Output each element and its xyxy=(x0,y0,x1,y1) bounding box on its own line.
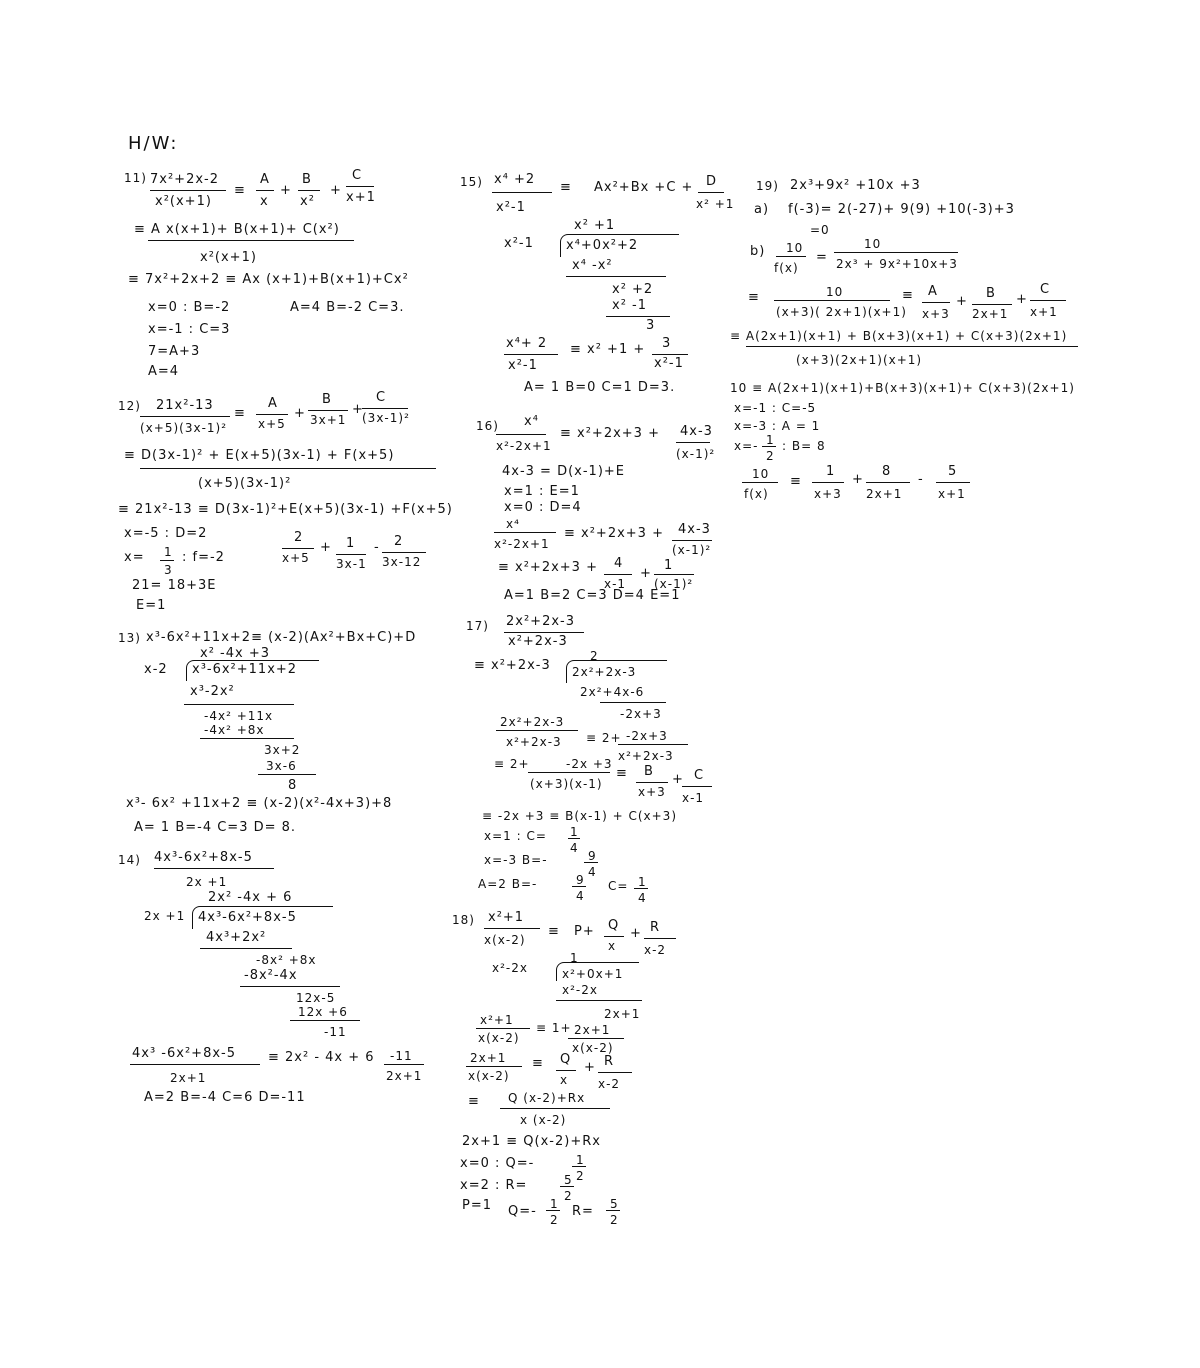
fraction-denominator: x+3 xyxy=(814,487,842,501)
fraction-numerator: C xyxy=(376,390,387,405)
expression-line: ≡ x²+2x+3 + xyxy=(498,560,598,575)
expression-line: x=-5 : D=2 xyxy=(124,526,208,541)
fraction-numerator: A xyxy=(260,172,270,187)
fraction-numerator: R xyxy=(650,920,661,935)
expression-line: x³- 6x² +11x+2 ≡ (x-2)(x²-4x+3)+8 xyxy=(126,796,393,811)
division-step: -8x²-4x xyxy=(244,968,298,983)
equiv-sign: ≡ xyxy=(790,474,802,489)
expression-line: =0 xyxy=(810,223,830,237)
fraction-denominator: x-2 xyxy=(598,1077,621,1091)
fraction-numerator: Q xyxy=(608,918,620,933)
expression-line: P+ xyxy=(574,924,595,939)
fraction-denominator: 3x-1 xyxy=(336,557,367,571)
plus-sign: + xyxy=(1016,292,1028,307)
expression-line: x= xyxy=(124,550,145,565)
fraction-denominator: (x+3)( 2x+1)(x+1) xyxy=(776,305,907,319)
fraction-denominator: 2 xyxy=(610,1213,619,1227)
problem-label: 19) xyxy=(756,179,779,193)
expression-line: ≡ -2x +3 ≡ B(x-1) + C(x+3) xyxy=(482,809,678,823)
division-step: -4x² +11x xyxy=(204,709,274,723)
fraction-numerator: 10 xyxy=(786,241,804,255)
expression-line: 10 ≡ A(2x+1)(x+1)+B(x+3)(x+1)+ C(x+3)(2x+1) xyxy=(730,381,1075,395)
expression-line: 4x-3 = D(x-1)+E xyxy=(502,464,625,479)
fraction-numerator: 9 xyxy=(588,849,597,863)
fraction-denominator: x+5 xyxy=(282,551,310,565)
fraction-denominator: 2x +1 xyxy=(186,875,228,889)
fraction-denominator: 4 xyxy=(588,865,597,879)
fraction-numerator: 2 xyxy=(394,534,404,549)
division-step: -2x+3 xyxy=(620,707,662,721)
division-step: x²-2x xyxy=(562,983,598,997)
expression-line: (x+3)(2x+1)(x+1) xyxy=(796,353,923,367)
fraction-denominator: x(x-2) xyxy=(484,933,526,947)
expression-line: Q=- xyxy=(508,1204,537,1219)
division-step: 12x-5 xyxy=(296,991,336,1005)
expression-line: ≡ 2+ xyxy=(586,731,622,745)
plus-sign: + xyxy=(956,294,968,309)
dividend: x²+0x+1 xyxy=(562,967,624,981)
fraction-denominator: x² +1 xyxy=(696,197,735,211)
dividend: 4x³-6x²+8x-5 xyxy=(198,910,297,925)
fraction-numerator: B xyxy=(322,392,332,407)
problem-label: 15) xyxy=(460,175,483,189)
expression-line: R= xyxy=(572,1204,594,1219)
plus-sign: + xyxy=(640,566,652,581)
fraction-numerator: 1 xyxy=(346,536,356,551)
division-step: 3x-6 xyxy=(266,759,297,773)
fraction-denominator: x(x-2) xyxy=(478,1031,520,1045)
expression-line: x=- xyxy=(734,439,759,453)
expression-line: A=4 xyxy=(148,364,180,379)
fraction-denominator: x+1 xyxy=(346,190,376,205)
fraction-denominator: x+5 xyxy=(258,417,286,431)
plus-sign: + xyxy=(280,183,292,198)
expression-line: A=4 B=-2 C=3. xyxy=(290,300,405,315)
division-step: x² -1 xyxy=(612,298,647,313)
division-step: 2x²+4x-6 xyxy=(580,685,645,699)
fraction-denominator: x²-1 xyxy=(496,200,526,215)
expression-line: ≡ A x(x+1)+ B(x+1)+ C(x²) xyxy=(134,222,340,237)
expression-line: x=-1 : C=3 xyxy=(148,322,231,337)
fraction-numerator: 2x+1 xyxy=(470,1051,507,1065)
fraction-numerator: 9 xyxy=(576,873,585,887)
fraction-numerator: C xyxy=(694,768,705,783)
fraction-numerator: 21x²-13 xyxy=(156,398,214,413)
expression-line: ≡ x²+2x+3 + xyxy=(564,526,664,541)
equiv-sign: ≡ xyxy=(234,406,246,421)
expression-line: C= xyxy=(608,879,629,893)
fraction-denominator: x(x-2) xyxy=(468,1069,510,1083)
plus-sign: + xyxy=(672,772,684,787)
division-step: 3x+2 xyxy=(264,743,301,757)
divisor: 2x +1 xyxy=(144,909,186,923)
expression-line: 7=A+3 xyxy=(148,344,201,359)
fraction-denominator: 2 xyxy=(550,1213,559,1227)
fraction-numerator: 8 xyxy=(882,464,892,479)
fraction-denominator: x xyxy=(260,194,269,209)
fraction-numerator: x⁴+ 2 xyxy=(506,336,548,351)
quotient: 2 xyxy=(590,649,599,663)
fraction-numerator: 2x+1 xyxy=(574,1023,611,1037)
expression-line: (x+5)(3x-1)² xyxy=(198,476,292,491)
equiv-sign: ≡ xyxy=(616,766,628,781)
fraction-denominator: 4 xyxy=(570,841,579,855)
minus-sign: - xyxy=(918,472,924,487)
fraction-denominator: (x-1)² xyxy=(676,447,716,461)
fraction-denominator: 2x+1 xyxy=(866,487,903,501)
expression-line: f(-3)= 2(-27)+ 9(9) +10(-3)+3 xyxy=(788,202,1015,217)
equiv-sign: ≡ xyxy=(560,180,572,195)
equiv-sign: ≡ xyxy=(468,1094,480,1109)
fraction-numerator: 10 xyxy=(864,237,882,251)
fraction-numerator: 1 xyxy=(766,433,775,447)
fraction-denominator: x²+2x-3 xyxy=(618,749,674,763)
fraction-denominator: 3x+1 xyxy=(310,413,347,427)
expression-line: A= 1 B=-4 C=3 D= 8. xyxy=(134,820,297,835)
expression-line: x²(x+1) xyxy=(200,250,257,265)
fraction-denominator: x²(x+1) xyxy=(155,194,212,209)
expression-line: ≡ 2+ xyxy=(494,757,530,771)
fraction-numerator: B xyxy=(302,172,312,187)
fraction-denominator: f(x) xyxy=(744,487,769,501)
equals-sign: = xyxy=(816,250,828,265)
plus-sign: + xyxy=(330,183,342,198)
fraction-numerator: 7x²+2x-2 xyxy=(150,172,219,187)
quotient: x² +1 xyxy=(574,218,616,233)
fraction-denominator: 2 xyxy=(576,1169,585,1183)
fraction-denominator: 2x+1 xyxy=(170,1071,207,1085)
fraction-denominator: 4 xyxy=(638,891,647,905)
fraction-numerator: 4 xyxy=(614,556,624,571)
plus-sign: + xyxy=(852,472,864,487)
problem-label: 16) xyxy=(476,419,499,433)
fraction-numerator: 10 xyxy=(752,467,770,481)
expression-line: ≡ 1+ xyxy=(536,1021,572,1035)
fraction-numerator: 1 xyxy=(638,875,647,889)
expression-line: A= 1 B=0 C=1 D=3. xyxy=(524,380,676,395)
page-title: H/W: xyxy=(128,133,179,154)
part-label: a) xyxy=(754,202,770,217)
fraction-denominator: 3 xyxy=(164,563,173,577)
fraction-numerator: B xyxy=(986,286,996,301)
problem-label: 14) xyxy=(118,853,141,867)
fraction-denominator: (x+5)(3x-1)² xyxy=(140,421,228,435)
expression-line: 2x³+9x² +10x +3 xyxy=(790,178,921,193)
expression-line: x=0 : D=4 xyxy=(504,500,582,515)
divisor: x²-2x xyxy=(492,961,528,975)
fraction-numerator: 4x³ -6x²+8x-5 xyxy=(132,1046,236,1061)
dividend: x⁴+0x²+2 xyxy=(566,238,639,253)
fraction-denominator: x²-2x+1 xyxy=(496,439,552,453)
expression-line: x=-3 B=- xyxy=(484,853,548,867)
fraction-numerator: 1 xyxy=(664,558,674,573)
equiv-sign: ≡ xyxy=(748,290,760,305)
fraction-numerator: 5 xyxy=(610,1197,619,1211)
expression-line: ≡ x²+2x+3 + xyxy=(560,426,660,441)
fraction-numerator: x⁴ xyxy=(506,517,520,531)
problem-label: 13) xyxy=(118,631,141,645)
fraction-denominator: 3x-12 xyxy=(382,555,422,569)
equiv-sign: ≡ xyxy=(532,1056,544,1071)
expression-line: x=1 : E=1 xyxy=(504,484,580,499)
fraction-numerator: 1 xyxy=(576,1153,585,1167)
fraction-numerator: Q (x-2)+Rx xyxy=(508,1091,586,1105)
fraction-denominator: x+1 xyxy=(1030,305,1058,319)
fraction-numerator: 4x³-6x²+8x-5 xyxy=(154,850,253,865)
fraction-numerator: 2 xyxy=(294,530,304,545)
plus-sign: + xyxy=(352,402,364,417)
division-step: 8 xyxy=(288,778,298,793)
division-step: 4x³+2x² xyxy=(206,930,267,945)
fraction-denominator: x-1 xyxy=(682,791,705,805)
division-step: -8x² +8x xyxy=(256,953,317,967)
fraction-denominator: x-1 xyxy=(604,577,627,591)
fraction-denominator: x+1 xyxy=(938,487,966,501)
plus-sign: + xyxy=(294,406,306,421)
expression-line: x=-1 : C=-5 xyxy=(734,401,817,415)
expression-line: ≡ D(3x-1)² + E(x+5)(3x-1) + F(x+5) xyxy=(124,448,395,463)
fraction-denominator: x²+2x-3 xyxy=(506,735,562,749)
expression-line: Ax²+Bx +C + xyxy=(594,180,694,195)
division-step: 12x +6 xyxy=(298,1005,348,1019)
fraction-denominator: x² xyxy=(300,194,315,209)
fraction-numerator: -11 xyxy=(390,1049,413,1063)
fraction-numerator: C xyxy=(1040,282,1051,297)
expression-line: A=1 B=2 C=3 D=4 E=1 xyxy=(504,588,681,603)
division-step: 3 xyxy=(646,318,656,333)
fraction-denominator: (3x-1)² xyxy=(362,411,410,425)
fraction-numerator: 2x²+2x-3 xyxy=(500,715,565,729)
fraction-numerator: 1 xyxy=(570,825,579,839)
plus-sign: + xyxy=(320,540,332,555)
problem-label: 12) xyxy=(118,399,141,413)
equiv-sign: ≡ xyxy=(548,924,560,939)
quotient: x² -4x +3 xyxy=(200,646,270,661)
part-label: b) xyxy=(750,244,766,259)
quotient: 1 xyxy=(570,951,579,965)
equiv-sign: ≡ xyxy=(234,183,246,198)
fraction-numerator: 10 xyxy=(826,285,844,299)
fraction-numerator: 5 xyxy=(948,464,958,479)
fraction-numerator: x²+1 xyxy=(480,1013,514,1027)
fraction-denominator: x xyxy=(560,1073,569,1087)
expression-line: x=-3 : A = 1 xyxy=(734,419,821,433)
expression-line: 2x+1 ≡ Q(x-2)+Rx xyxy=(462,1134,601,1149)
expression-line: ≡ x² +1 + xyxy=(570,342,646,357)
fraction-denominator: (x-1)² xyxy=(672,543,712,557)
problem-label: 11) xyxy=(124,171,147,185)
fraction-numerator: 4x-3 xyxy=(680,424,713,439)
fraction-numerator: x⁴ +2 xyxy=(494,172,536,187)
expression-line: A=2 B=- xyxy=(478,877,538,891)
fraction-denominator: (x+3)(x-1) xyxy=(530,777,603,791)
fraction-numerator: 1 xyxy=(550,1197,559,1211)
fraction-denominator: 2x³ + 9x²+10x+3 xyxy=(836,257,958,271)
fraction-numerator: C xyxy=(352,168,363,183)
fraction-denominator: (x-1)² xyxy=(654,577,694,591)
division-step: 2x+1 xyxy=(604,1007,641,1021)
equiv-sign: ≡ xyxy=(902,288,914,303)
fraction-numerator: x⁴ xyxy=(524,414,539,429)
fraction-denominator: x²-1 xyxy=(654,356,684,371)
fraction-denominator: x(x-2) xyxy=(572,1041,614,1055)
fraction-numerator: D xyxy=(706,174,718,189)
expression-line: ≡ 7x²+2x+2 ≡ Ax (x+1)+B(x+1)+Cx² xyxy=(128,272,409,287)
fraction-numerator: 5 xyxy=(564,1173,573,1187)
fraction-denominator: x (x-2) xyxy=(520,1113,567,1127)
division-step: -11 xyxy=(324,1025,347,1039)
division-step: x³-2x² xyxy=(190,684,235,699)
plus-sign: + xyxy=(584,1060,596,1075)
fraction-denominator: 2x+1 xyxy=(386,1069,423,1083)
fraction-denominator: 2x+1 xyxy=(972,307,1009,321)
expression-line: ≡ A(2x+1)(x+1) + B(x+3)(x+1) + C(x+3)(2x+1) xyxy=(730,329,1068,343)
division-step: x⁴ -x² xyxy=(572,258,613,273)
fraction-denominator: x+3 xyxy=(922,307,950,321)
fraction-numerator: 2x²+2x-3 xyxy=(506,614,575,629)
expression-line: x=2 : R= xyxy=(460,1178,528,1193)
division-step: -4x² +8x xyxy=(204,723,265,737)
fraction-numerator: R xyxy=(604,1054,615,1069)
fraction-denominator: x²-2x+1 xyxy=(494,537,550,551)
fraction-numerator: A xyxy=(268,396,278,411)
fraction-numerator: 1 xyxy=(826,464,836,479)
dividend: x³-6x²+11x+2 xyxy=(192,662,298,677)
division-step: x² +2 xyxy=(612,282,654,297)
fraction-denominator: x+3 xyxy=(638,785,666,799)
fraction-denominator: x²-1 xyxy=(508,358,538,373)
fraction-numerator: -2x +3 xyxy=(566,757,613,771)
expression-line: ≡ 2x² - 4x + 6 xyxy=(268,1050,375,1065)
expression-line: : B= 8 xyxy=(782,439,826,453)
expression-line: A=2 B=-4 C=6 D=-11 xyxy=(144,1090,306,1105)
fraction-numerator: 3 xyxy=(662,336,672,351)
dividend: 2x²+2x-3 xyxy=(572,665,637,679)
expression-line: E=1 xyxy=(136,598,167,613)
expression-line: x=0 : B=-2 xyxy=(148,300,231,315)
expression-line: x³-6x²+11x+2≡ (x-2)(Ax²+Bx+C)+D xyxy=(146,630,417,645)
divisor: x²-1 xyxy=(504,236,534,251)
fraction-denominator: 2 xyxy=(564,1189,573,1203)
divisor: ≡ x²+2x-3 xyxy=(474,658,551,673)
problem-label: 18) xyxy=(452,913,475,927)
fraction-denominator: x-2 xyxy=(644,943,667,957)
expression-line: x=1 : C= xyxy=(484,829,547,843)
problem-label: 17) xyxy=(466,619,489,633)
fraction-numerator: x²+1 xyxy=(488,910,525,925)
fraction-numerator: B xyxy=(644,764,654,779)
fraction-denominator: 4 xyxy=(576,889,585,903)
minus-sign: - xyxy=(374,540,380,555)
divisor: x-2 xyxy=(144,662,168,677)
fraction-numerator: 4x-3 xyxy=(678,522,711,537)
expression-line: 21= 18+3E xyxy=(132,578,217,593)
fraction-denominator: x xyxy=(608,939,617,953)
fraction-numerator: -2x+3 xyxy=(626,729,668,743)
expression-line: : f=-2 xyxy=(182,550,225,565)
fraction-numerator: Q xyxy=(560,1052,572,1067)
quotient: 2x² -4x + 6 xyxy=(208,890,293,905)
fraction-denominator: x²+2x-3 xyxy=(508,634,568,649)
expression-line: ≡ 21x²-13 ≡ D(3x-1)²+E(x+5)(3x-1) +F(x+5) xyxy=(118,502,453,517)
fraction-denominator: 2 xyxy=(766,449,775,463)
fraction-denominator: f(x) xyxy=(774,261,799,275)
fraction-numerator: A xyxy=(928,284,938,299)
plus-sign: + xyxy=(630,926,642,941)
expression-line: P=1 xyxy=(462,1198,493,1213)
expression-line: x=0 : Q=- xyxy=(460,1156,535,1171)
fraction-numerator: 1 xyxy=(164,545,173,559)
